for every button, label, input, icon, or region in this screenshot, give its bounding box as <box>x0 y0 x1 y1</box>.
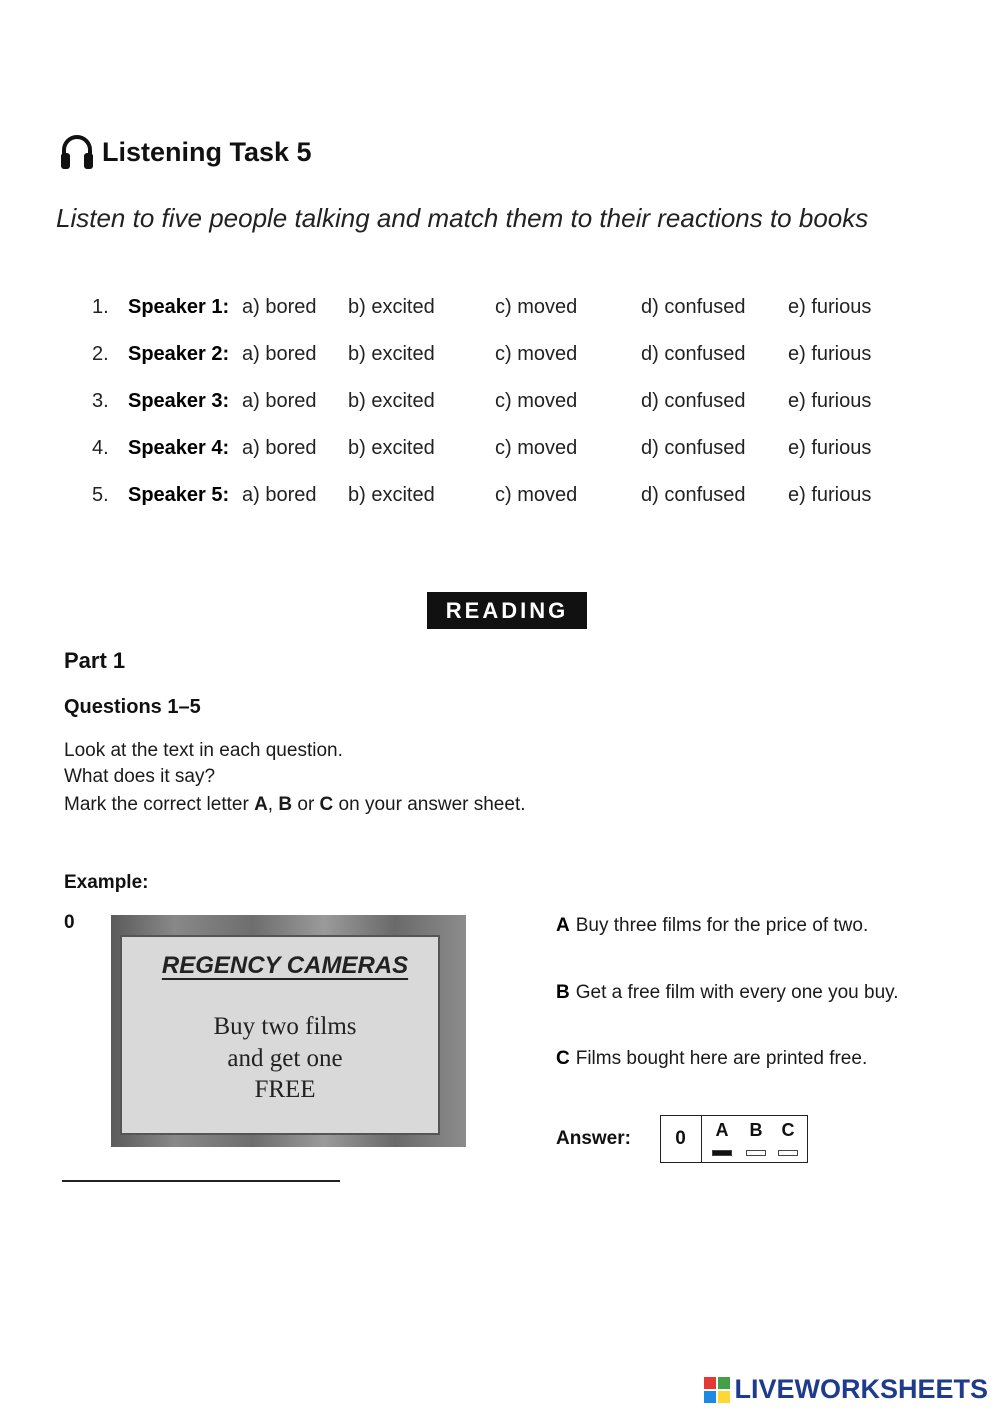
instruction-line: Mark the correct letter A, B or C on your answer sheet. <box>64 794 526 815</box>
option-d[interactable]: d) confused <box>641 343 746 365</box>
option-d[interactable]: d) confused <box>641 296 746 318</box>
logo-mark-icon <box>704 1377 730 1403</box>
answer-label: Answer: <box>556 1128 631 1149</box>
speaker-row <box>0 437 1000 467</box>
sign-text-line: Buy two films <box>213 1013 357 1040</box>
instruction-line: Look at the text in each question. <box>64 740 343 761</box>
speaker-number: 1. <box>92 296 109 318</box>
speaker-name: Speaker 3: <box>128 390 230 412</box>
example-number: 0 <box>64 912 75 933</box>
option-b[interactable]: b) excited <box>348 390 435 412</box>
speaker-row <box>0 343 1000 373</box>
sign-title: REGENCY CAMERAS <box>161 952 409 979</box>
option-d[interactable]: d) confused <box>641 484 746 506</box>
option-a[interactable]: a) bored <box>242 437 317 459</box>
option-e[interactable]: e) furious <box>788 390 872 412</box>
option-b[interactable]: b) excited <box>348 296 435 318</box>
speaker-number: 2. <box>92 343 109 365</box>
answer-letter-c: C <box>781 1120 795 1140</box>
speaker-number: 3. <box>92 390 109 412</box>
option-b[interactable]: b) excited <box>348 343 435 365</box>
option-e[interactable]: e) furious <box>788 437 872 459</box>
questions-title: Questions 1–5 <box>64 696 201 718</box>
speaker-row <box>0 296 1000 326</box>
sign-text-line: and get one <box>227 1045 343 1072</box>
speaker-name: Speaker 5: <box>128 484 230 506</box>
answer-option-a[interactable]: A Buy three films for the price of two. <box>556 915 869 936</box>
answer-number: 0 <box>660 1115 702 1163</box>
speaker-number: 4. <box>92 437 109 459</box>
speaker-name: Speaker 1: <box>128 296 230 318</box>
option-b[interactable]: b) excited <box>348 484 435 506</box>
reading-banner: READING <box>427 592 587 629</box>
logo-square <box>704 1377 716 1389</box>
option-c[interactable]: c) moved <box>495 437 578 459</box>
liveworksheets-logo <box>704 1374 988 1405</box>
logo-square <box>718 1377 730 1389</box>
option-a[interactable]: a) bored <box>242 390 317 412</box>
divider <box>62 1180 340 1182</box>
headphones-icon <box>60 133 94 171</box>
sign-text-line: FREE <box>254 1076 316 1103</box>
part-title: Part 1 <box>64 648 126 673</box>
answer-option-b[interactable]: B Get a free film with every one you buy. <box>556 982 899 1003</box>
logo-square <box>718 1391 730 1403</box>
option-b[interactable]: b) excited <box>348 437 435 459</box>
answer-mark-a[interactable] <box>712 1150 732 1156</box>
speaker-number: 5. <box>92 484 109 506</box>
option-a[interactable]: a) bored <box>242 296 317 318</box>
listening-instruction: Listen to five people talking and match them to their reactions to books <box>56 203 869 233</box>
listening-title <box>60 130 312 174</box>
speaker-row <box>0 484 1000 514</box>
speaker-name: Speaker 2: <box>128 343 230 365</box>
option-c[interactable]: c) moved <box>495 343 578 365</box>
listening-title-text: Listening Task 5 <box>102 136 312 167</box>
option-d[interactable]: d) confused <box>641 437 746 459</box>
option-c[interactable]: c) moved <box>495 390 578 412</box>
speaker-name: Speaker 4: <box>128 437 230 459</box>
option-e[interactable]: e) furious <box>788 484 872 506</box>
example-label: Example: <box>64 872 149 893</box>
option-d[interactable]: d) confused <box>641 390 746 412</box>
speaker-row <box>0 390 1000 420</box>
answer-mark-c[interactable] <box>778 1150 798 1156</box>
logo-text: LIVEWORKSHEETS <box>734 1374 988 1404</box>
option-c[interactable]: c) moved <box>495 484 578 506</box>
option-c[interactable]: c) moved <box>495 296 578 318</box>
answer-option-c[interactable]: C Films bought here are printed free. <box>556 1048 868 1069</box>
option-a[interactable]: a) bored <box>242 484 317 506</box>
option-a[interactable]: a) bored <box>242 343 317 365</box>
answer-letter-a: A <box>715 1120 729 1140</box>
option-e[interactable]: e) furious <box>788 296 872 318</box>
option-e[interactable]: e) furious <box>788 343 872 365</box>
answer-letter-b: B <box>749 1120 763 1140</box>
answer-mark-b[interactable] <box>746 1150 766 1156</box>
instruction-line: What does it say? <box>64 766 216 787</box>
logo-square <box>704 1391 716 1403</box>
